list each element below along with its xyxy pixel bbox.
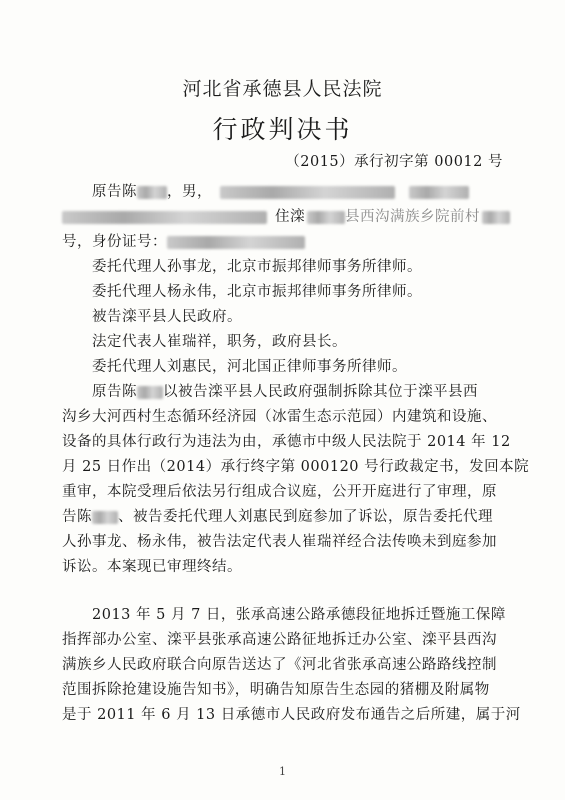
agent-1: 委托代理人孙事龙，北京市振邦律师事务所律师。 — [92, 259, 422, 275]
id-label: 号，身份证号： — [62, 234, 167, 250]
paragraph-1-line-1 — [92, 380, 507, 401]
paragraph-1-line-6 — [62, 505, 507, 526]
paragraph-1-line-2: 沟乡大河西村生态循环经济园（冰雷生态示范园）内建筑和设施、 — [62, 409, 497, 425]
redacted-county — [307, 211, 345, 224]
paragraph-2-line-3: 满族乡人民政府联合向原告送达了《河北省张承高速公路路线控制 — [62, 657, 497, 673]
p1-l6-text-a: 告陈 — [62, 509, 92, 525]
paragraph-2-line-5: 是于 2011 年 6 月 13 日承德市人民政府发布通告之后所建，属于河 — [62, 707, 521, 723]
paragraph-1-line-5: 重审，本院受理后依法另行组成合议庭，公开开庭进行了审理，原 — [62, 484, 497, 500]
case-number: （2015）承行初字第 00012 号 — [285, 154, 503, 170]
p1-text-a: 原告陈 — [92, 384, 137, 400]
p1-text-b: 以被告滦平县人民政府强制拆除其位于滦平县西 — [163, 384, 478, 400]
agent-2: 委托代理人杨永伟，北京市振邦律师事务所律师。 — [92, 284, 422, 300]
address-line — [62, 205, 507, 226]
paragraph-1-line-7: 人孙事龙、杨永伟，被告法定代表人崔瑞祥经合法传唤未到庭参加 — [62, 534, 497, 550]
address-rest: 县西沟满族乡院前村 — [345, 209, 480, 225]
defendant: 被告滦平县人民政府。 — [92, 309, 242, 325]
plaintiff-line — [92, 180, 507, 201]
court-name: 河北省承德县人民法院 — [182, 78, 383, 100]
redacted-name — [137, 186, 167, 199]
redacted-birth — [220, 186, 395, 199]
legal-representative: 法定代表人崔瑞祥，职务，政府县长。 — [92, 334, 347, 350]
redacted-name — [137, 386, 163, 399]
address-residence: 住滦 — [275, 209, 305, 225]
plaintiff-name-label: 原告陈 — [92, 184, 137, 200]
redacted-id — [167, 236, 305, 249]
paragraph-1-line-8: 诉讼。本案现已审理终结。 — [62, 559, 242, 575]
redacted-house — [482, 211, 510, 224]
paragraph-2-line-2: 指挥部办公室、滦平县张承高速公路征地拆迁办公室、滦平县西沟 — [62, 632, 497, 648]
page-number: 1 — [279, 765, 286, 778]
plaintiff-gender: ，男， — [167, 184, 212, 200]
redacted-address — [62, 211, 267, 224]
id-line — [62, 230, 507, 251]
document-title: 行政判决书 — [212, 115, 353, 144]
p1-l6-text-b: 、被告委托代理人刘惠民到庭参加了诉讼，原告委托代理 — [118, 509, 493, 525]
redacted-ethnic — [409, 186, 469, 199]
paragraph-2-line-1: 2013 年 5 月 7 日，张承高速公路承德段征地拆迁暨施工保障 — [92, 607, 506, 623]
paragraph-1-line-4: 月 25 日作出（2014）承行终字第 000120 号行政裁定书，发回本院 — [62, 459, 530, 475]
paragraph-2-line-4: 范围拆除抢建设施告知书》，明确告知原告生态园的猪棚及附属物 — [62, 682, 490, 698]
redacted-name — [92, 511, 118, 524]
paragraph-1-line-3: 设备的具体行政行为违法为由，承德市中级人民法院于 2014 年 12 — [62, 434, 511, 450]
defendant-agent: 委托代理人刘惠民，河北国正律师事务所律师。 — [92, 359, 407, 375]
